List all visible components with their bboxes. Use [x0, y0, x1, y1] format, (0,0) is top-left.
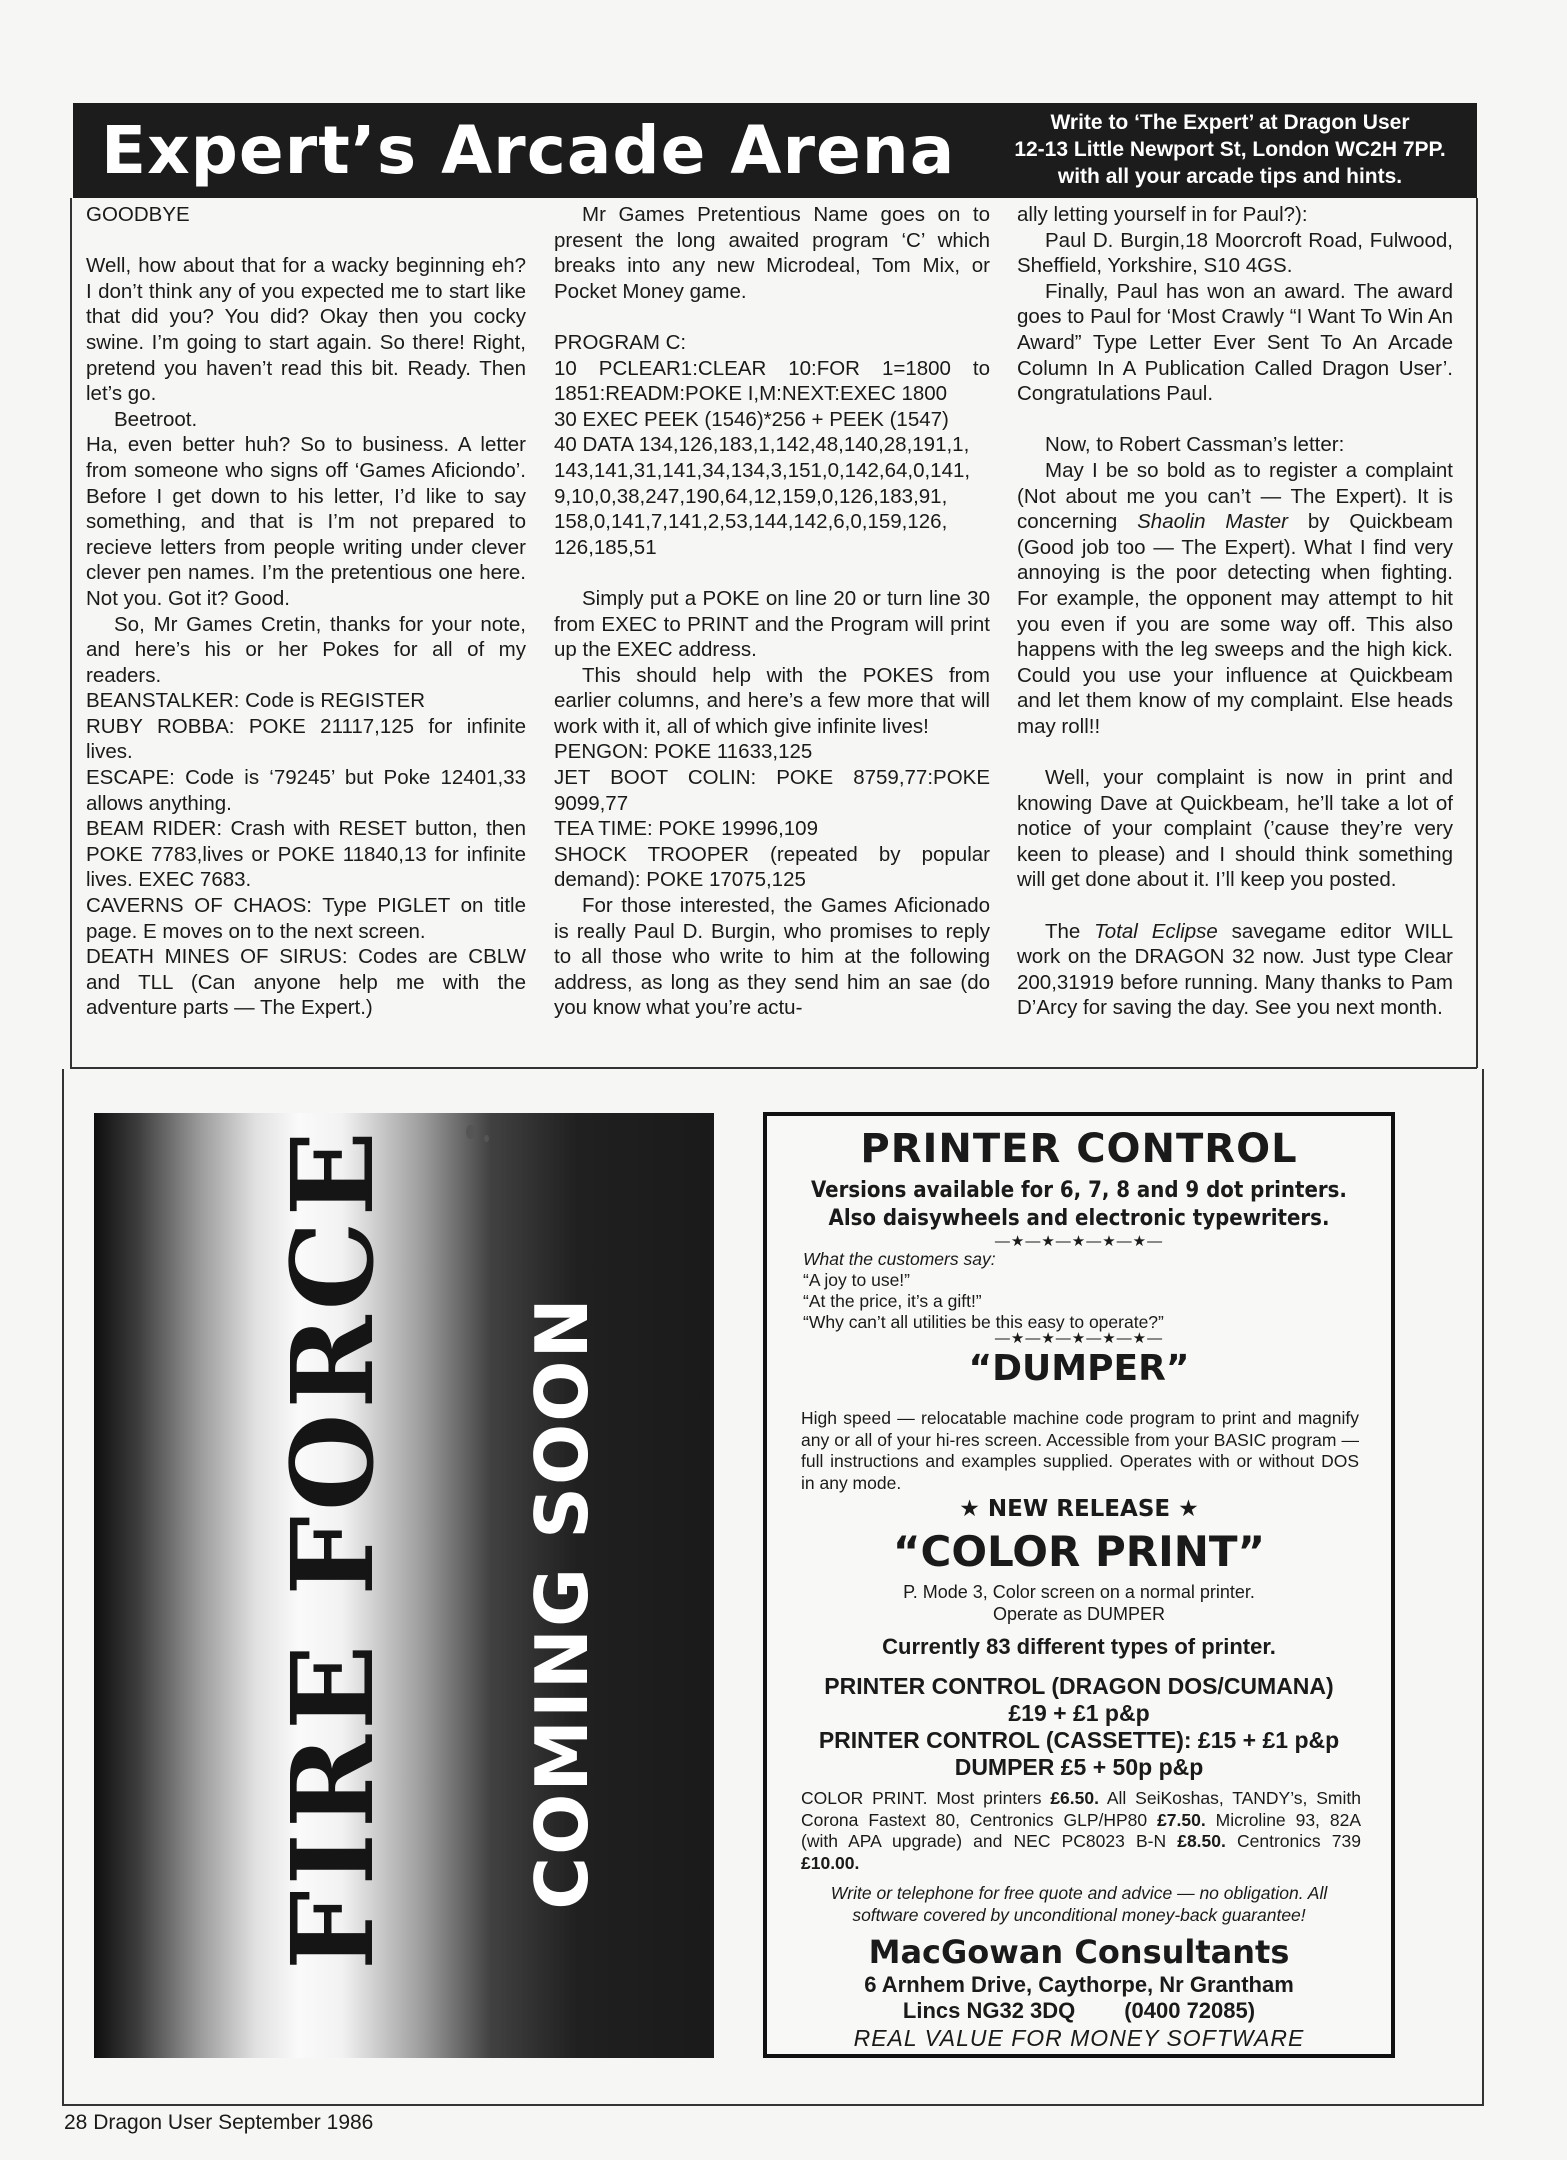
text-run: The — [1045, 919, 1095, 943]
price-list — [767, 1673, 1391, 1781]
paragraph: Simply put a POKE on line 20 or turn line 30 from EXEC to PRINT and the Program will print up the EXEC address. — [554, 586, 990, 662]
frame-rule-bottom — [62, 2104, 1484, 2106]
company-address — [767, 1972, 1391, 2024]
poke-entry: TEA TIME: POKE 19996,109 — [554, 817, 818, 841]
subtitle-line: Versions available for 6, 7, 8 and 9 dot printers. — [811, 1178, 1347, 1203]
company-slogan: REAL VALUE FOR MONEY SOFTWARE — [853, 2025, 1305, 2051]
price: £10.00. — [801, 1852, 860, 1873]
contact-line: 12-13 Little Newport St, London WC2H 7PP. — [1014, 138, 1446, 161]
customer-quote: “Why can’t all utilities be this easy to operate?” — [803, 1312, 1164, 1332]
price: £7.50. — [1157, 1809, 1206, 1830]
price-line: £19 + £1 p&p — [1008, 1700, 1150, 1726]
poke-entry: PENGON: POKE 11633,125 — [554, 740, 813, 764]
game-title: Total Eclipse — [1094, 919, 1218, 943]
customer-quotes — [803, 1249, 1383, 1333]
color-print-description — [767, 1581, 1391, 1625]
customer-quote: “At the price, it’s a gift!” — [803, 1291, 982, 1311]
dumper-title: “DUMPER” — [968, 1348, 1190, 1389]
star-divider: —★—★—★—★—★— — [994, 1330, 1164, 1347]
paragraph: Now, to Robert Cassman’s letter: — [1045, 433, 1345, 457]
program-line: 40 DATA 134,126,183,1,142,48,140,28,191,1, 143,141,31,141,34,134,3,151,0,142,64,0,141, 9,10,0,38,247,190,64,12,159,0,126,183,91, 158,0,141,7,141,2,53,144,142,6,0,159,126, 126,185,51 — [554, 433, 971, 559]
paragraph: Well, how about that for a wacky beginning eh? I don’t think any of you expected me to start like that did you? You did? Okay then you cocky swine. I’m going to start again. So there! Right, pretend you haven’t read this bit. Ready. Then let’s go. — [86, 254, 526, 406]
coming-soon-text: COMING SOON — [520, 1296, 604, 1910]
frame-rule-middle — [70, 1067, 1477, 1069]
page-footer: 28 Dragon User September 1986 — [64, 2111, 374, 2134]
paragraph: Finally, Paul has won an award. The award goes to Paul for ‘Most Crawly “I Want To Win An Award” Type Letter Ever Sent To An Arcade Column In A Publication Called Dragon User’. Congratulations Paul. — [1017, 279, 1453, 406]
contact-line: with all your arcade tips and hints. — [1057, 165, 1403, 188]
description-line: P. Mode 3, Color screen on a normal printer. — [903, 1582, 1255, 1602]
frame-rule-bottom-right — [1482, 1069, 1484, 2106]
poke-entry: BEAM RIDER: Crash with RESET button, then POKE 7783,lives or POKE 11840,13 for infinite lives. EXEC 7683. — [86, 817, 526, 892]
description-line: Operate as DUMPER — [992, 1604, 1166, 1624]
note-line: software covered by unconditional money-back guarantee! — [852, 1904, 1306, 1925]
text-run: savegame editor WILL work on the DRAGON 32 now. Just type Clear 200,31919 before running. Many thanks to Pam D’Arcy for saving the day. See you next month. — [1017, 919, 1454, 1020]
game-title: Shaolin Master — [1137, 510, 1288, 534]
frame-rule-bottom-left — [62, 1069, 64, 2106]
subtitle-line: Also daisywheels and electronic typewriters. — [828, 1206, 1330, 1231]
poke-entry: JET BOOT COLIN: POKE 8759,77:POKE 9099,77 — [554, 766, 990, 815]
text-run: Microline 93, 82A (with APA upgrade) and NEC PC8023 B-N — [801, 1809, 1361, 1851]
section-heading: GOODBYE — [86, 203, 190, 226]
paragraph: Ha, even better huh? So to business. A letter from someone who signs off ‘Games Aficiondo’. Before I get down to his letter, I’d like to say something, and that is I’m not prepared to recieve letters from people writing under clever clever pen names. I’m the pretentious one here. Not you. Got it? Good. — [86, 433, 526, 610]
article-column-3 — [1017, 202, 1453, 1021]
fire-force-advert — [94, 1113, 714, 2058]
contact-line: Write to ‘The Expert’ at Dragon User — [1050, 111, 1410, 134]
customer-quote: “A joy to use!” — [803, 1270, 910, 1290]
contact-address — [995, 109, 1465, 190]
article-column-1 — [86, 202, 526, 1021]
program-heading: PROGRAM C: — [554, 330, 687, 354]
poke-entry: DEATH MINES OF SIRUS: Codes are CBLW and TLL (Can anyone help me with the adventure parts — The Expert.) — [86, 945, 526, 1020]
printer-control-advert — [763, 1112, 1395, 2058]
letter-paragraph — [1017, 458, 1453, 740]
printer-types-count: Currently 83 different types of printer. — [882, 1634, 1276, 1659]
dumper-description: High speed — relocatable machine code program to print and magnify any or all of your hi-res screen. Accessible from your BASIC program — full instructions and examples supplied. Operates with or without DOS in any mode. — [801, 1408, 1359, 1493]
print-speck — [466, 1125, 475, 1139]
new-release-banner: ★ NEW RELEASE ★ — [959, 1496, 1199, 1522]
quotes-intro: What the customers say: — [803, 1249, 996, 1269]
frame-rule-right — [1476, 198, 1478, 1068]
address-paragraph: Paul D. Burgin,18 Moorcroft Road, Fulwood, Sheffield, Yorkshire, S10 4GS. — [1017, 228, 1453, 278]
address-line: Lincs NG32 3DQ (0400 72085) — [902, 1998, 1256, 2023]
print-speck — [484, 1135, 489, 1142]
advert-subtitle — [767, 1177, 1391, 1233]
poke-entry: CAVERNS OF CHAOS: Type PIGLET on title page. E moves on to the next screen. — [86, 894, 526, 943]
free-quote-note — [767, 1883, 1391, 1926]
paragraph: Mr Games Pretentious Name goes on to present the long awaited program ‘C’ which breaks into any new Microdeal, Tom Mix, or Pocket Money game. — [554, 203, 990, 303]
price-line: PRINTER CONTROL (CASSETTE): £15 + £1 p&p — [818, 1727, 1340, 1753]
frame-rule-left — [70, 198, 72, 1068]
paragraph: So, Mr Games Cretin, thanks for your note, and here’s his or her Pokes for all of my readers. — [86, 612, 526, 687]
price-line: DUMPER £5 + 50p p&p — [954, 1754, 1204, 1780]
text-run: May I be so bold as to register a complaint (Not about me you can’t — The Expert). It is concerning — [1017, 458, 1453, 534]
paragraph: For those interested, the Games Aficionado is really Paul D. Burgin, who promises to reply to all those who write to him at the following address, as long as they send him an sae (do you know what you’re actu- — [554, 894, 990, 1020]
column-header-banner — [73, 103, 1477, 198]
poke-entry: BEANSTALKER: Code is REGISTER — [86, 689, 426, 713]
page-title: Expert’s Arcade Arena — [101, 112, 956, 189]
price: £6.50. — [1050, 1788, 1099, 1808]
text-run: All SeiKoshas, TANDY’s, Smith Corona Fastext 80, Centronics GLP/HP80 — [801, 1788, 1361, 1830]
paragraph: Beetroot. — [114, 407, 198, 431]
paragraph: ally letting yourself in for Paul?): — [1017, 203, 1308, 226]
paragraph: Well, your complaint is now in print and knowing Dave at Quickbeam, he’ll take a lot of notice of your complaint (’cause they’re very keen to please) and I should think something will get done about it. I’ll keep you posted. — [1017, 766, 1453, 892]
article-column-2 — [554, 202, 990, 1021]
paragraph: This should help with the POKES from earlier columns, and here’s a few more that will work with it, all of which give infinite lives! — [554, 663, 990, 738]
star-divider: —★—★—★—★—★— — [994, 1233, 1164, 1250]
poke-entry: RUBY ROBBA: POKE 21117,125 for infinite lives. — [86, 714, 526, 764]
price-line: PRINTER CONTROL (DRAGON DOS/CUMANA) — [824, 1673, 1334, 1699]
note-line: Write or telephone for free quote and advice — no obligation. All — [830, 1883, 1328, 1903]
text-run: Centronics 739 — [1225, 1831, 1361, 1851]
program-line: 30 EXEC PEEK (1546)*256 + PEEK (1547) — [554, 407, 949, 431]
poke-entry: SHOCK TROOPER (repeated by popular demand): POKE 17075,125 — [554, 842, 990, 892]
address-line: 6 Arnhem Drive, Caythorpe, Nr Grantham — [864, 1972, 1294, 1997]
company-name: MacGowan Consultants — [868, 1933, 1290, 1971]
color-print-price-list — [801, 1788, 1361, 1874]
paragraph — [1017, 919, 1453, 1021]
poke-entry: ESCAPE: Code is ‘79245’ but Poke 12401,33 allows anything. — [86, 766, 526, 815]
advert-title: PRINTER CONTROL — [860, 1126, 1298, 1172]
text-run: COLOR PRINT. Most printers — [801, 1788, 1051, 1808]
text-run: by Quickbeam (Good job too — The Expert). What I find very annoying is the poor detecting when fighting. For example, the opponent may attempt to hit you even if you are some way off. This also happens with the leg sweeps and the high kick. Could you use your influence at Quickbeam and let them know of my complaint. Else heads may roll!! — [1017, 510, 1453, 738]
program-line: 10 PCLEAR1:CLEAR 10:FOR 1=1800 to 1851:READM:POKE I,M:NEXT:EXEC 1800 — [554, 356, 990, 406]
fire-force-title: FIRE FORCE — [268, 1126, 399, 1971]
color-print-title: “COLOR PRINT” — [892, 1527, 1266, 1576]
price: £8.50. — [1177, 1831, 1226, 1851]
